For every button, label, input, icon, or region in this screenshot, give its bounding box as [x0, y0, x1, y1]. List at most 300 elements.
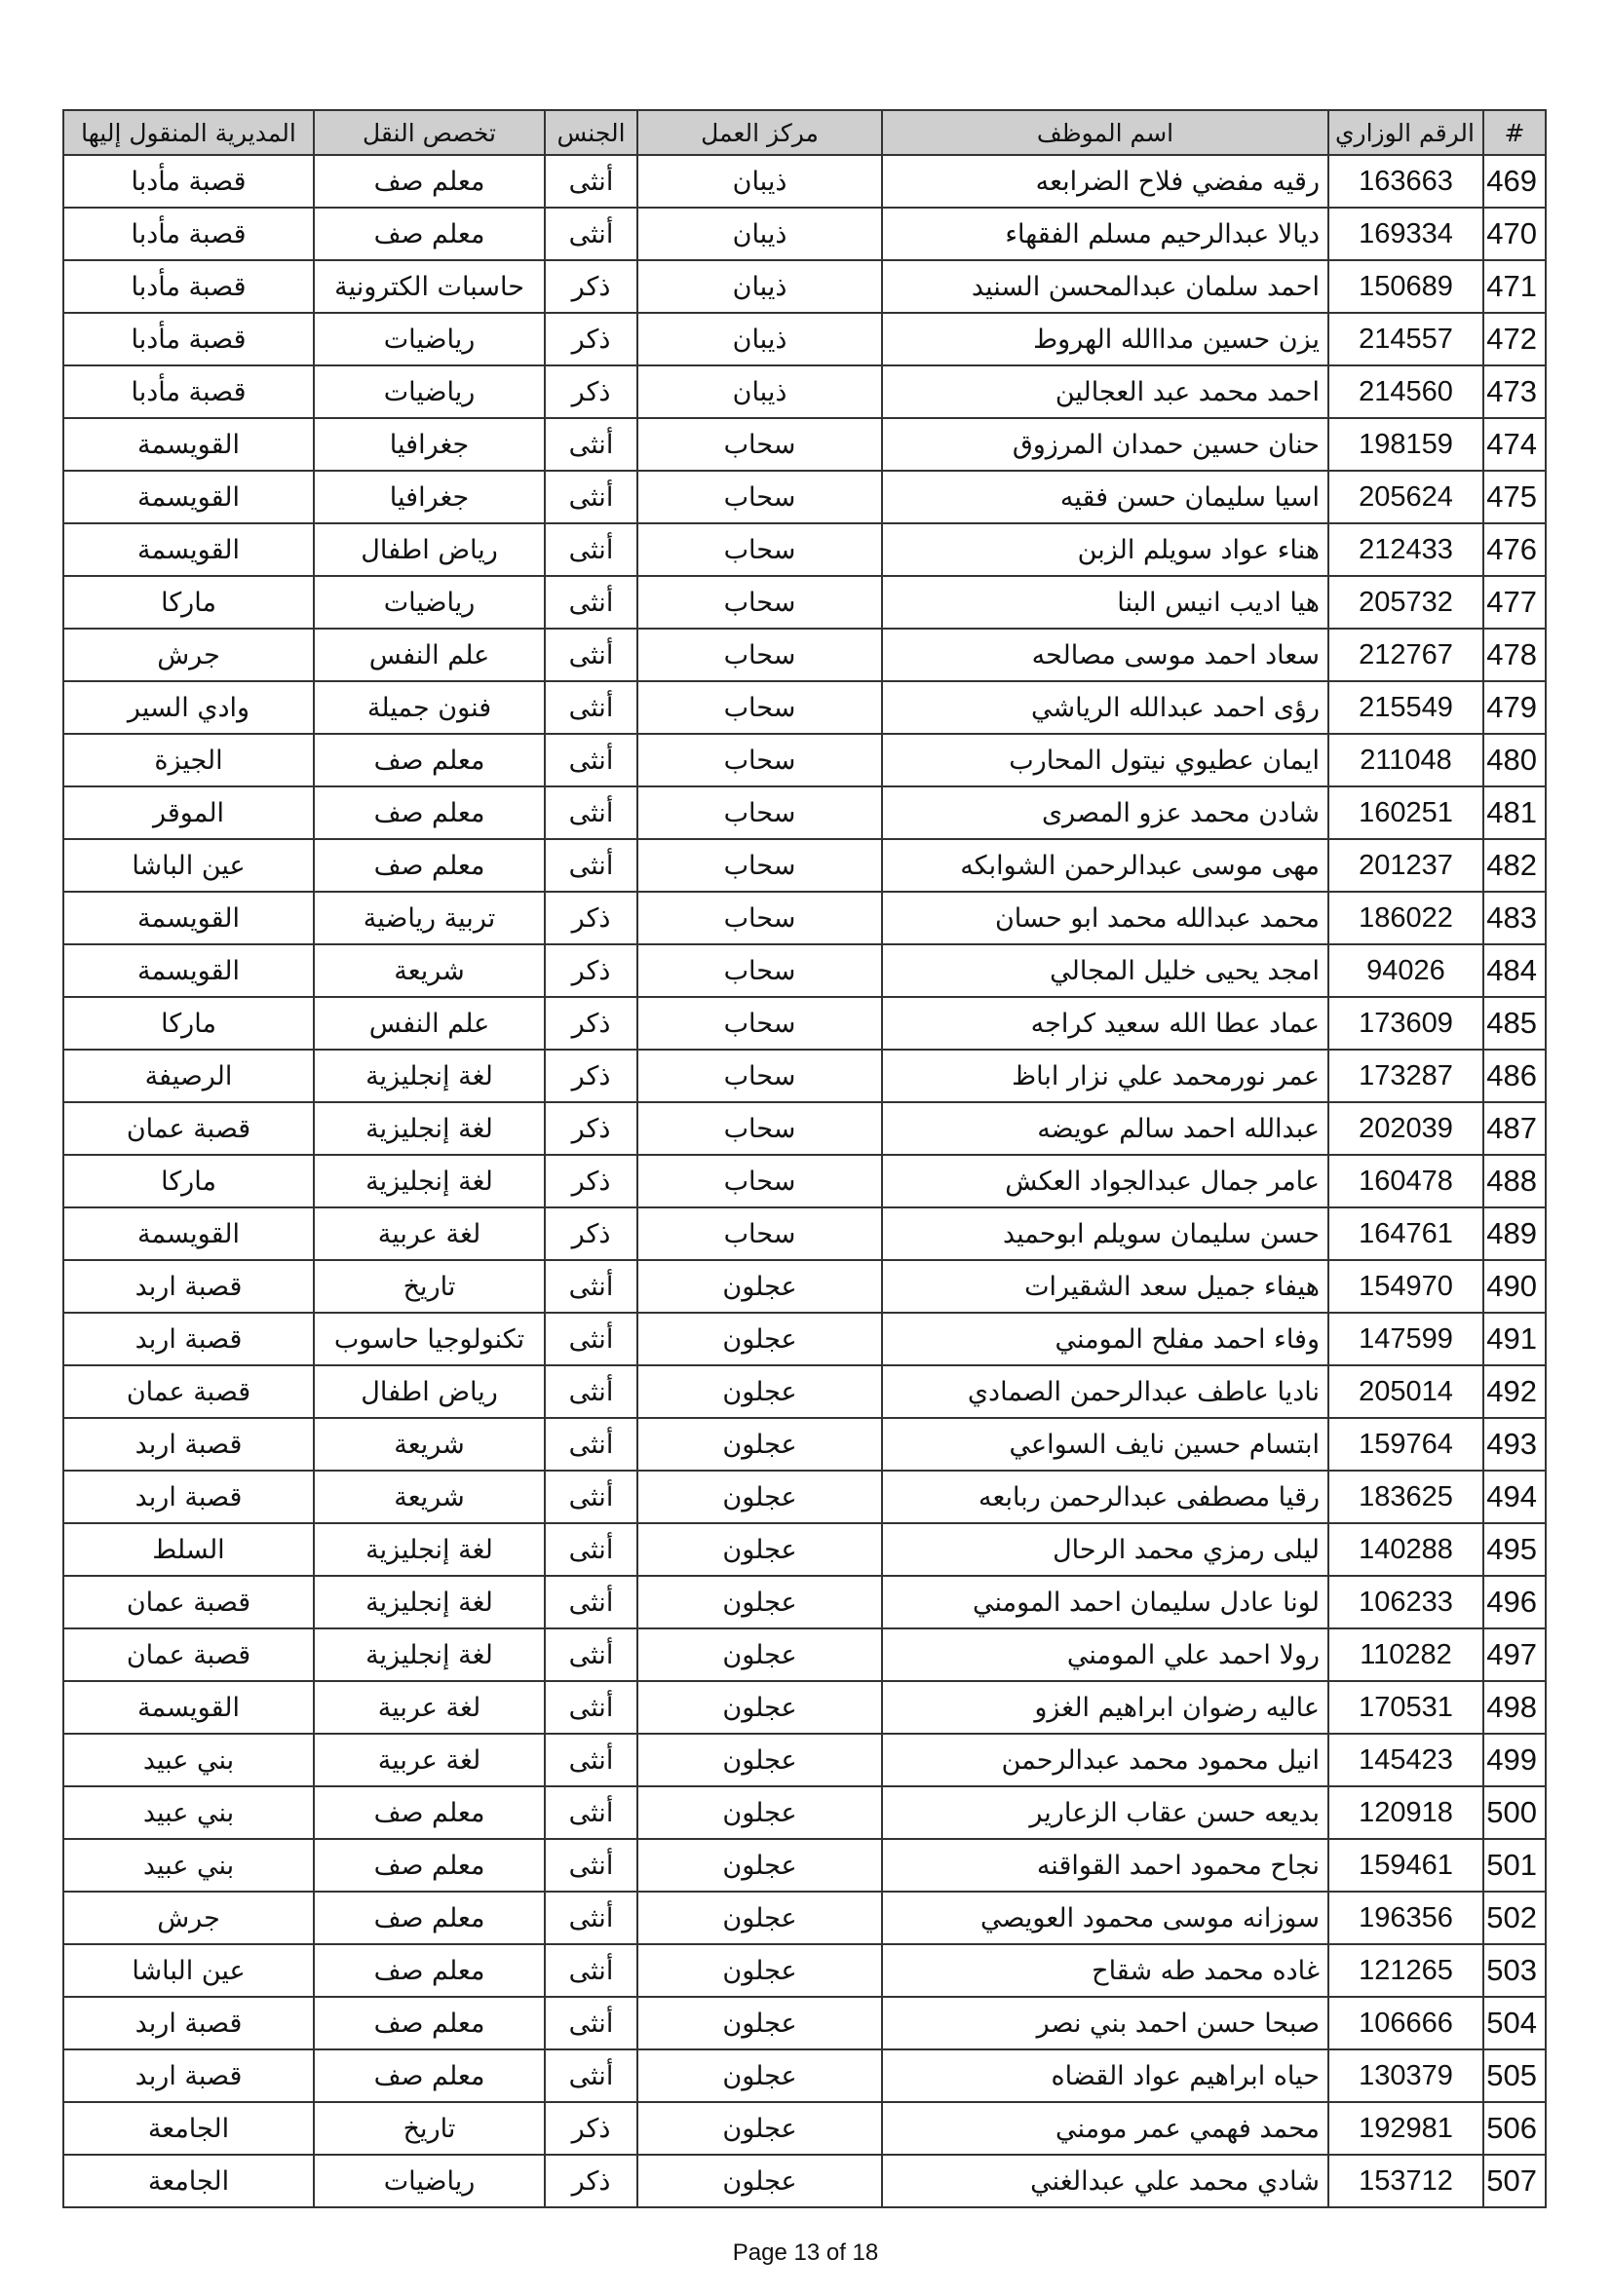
cell-directorate: القويسمة	[63, 892, 314, 944]
cell-work-center: عجلون	[637, 1365, 882, 1418]
cell-index: 507	[1483, 2155, 1546, 2207]
cell-specialization: لغة إنجليزية	[314, 1576, 545, 1628]
cell-specialization: تاريخ	[314, 1260, 545, 1313]
cell-ministry-id: 140288	[1328, 1523, 1483, 1576]
cell-gender: أنثى	[545, 1944, 637, 1997]
cell-index: 476	[1483, 523, 1546, 576]
cell-specialization: معلم صف	[314, 734, 545, 786]
table-row	[63, 734, 1546, 786]
cell-name: رولا احمد علي المومني	[882, 1628, 1328, 1681]
cell-index: 495	[1483, 1523, 1546, 1576]
cell-gender: أنثى	[545, 629, 637, 681]
cell-gender: أنثى	[545, 1418, 637, 1471]
table-body	[63, 155, 1546, 2207]
cell-directorate: قصبة مأدبا	[63, 155, 314, 208]
cell-index: 474	[1483, 418, 1546, 471]
cell-gender: أنثى	[545, 155, 637, 208]
cell-specialization: لغة إنجليزية	[314, 1102, 545, 1155]
table-row	[63, 2155, 1546, 2207]
cell-ministry-id: 211048	[1328, 734, 1483, 786]
cell-specialization: رياض اطفال	[314, 1365, 545, 1418]
table-row	[63, 1734, 1546, 1786]
cell-directorate: قصبة اربد	[63, 1471, 314, 1523]
cell-work-center: عجلون	[637, 1944, 882, 1997]
header-directorate: المديرية المنقول إليها	[63, 110, 314, 155]
cell-gender: أنثى	[545, 1997, 637, 2049]
cell-specialization: جغرافيا	[314, 418, 545, 471]
cell-name: امجد يحيى خليل المجالي	[882, 944, 1328, 997]
cell-ministry-id: 159461	[1328, 1839, 1483, 1892]
table-row	[63, 576, 1546, 629]
page-number: Page 13 of 18	[732, 2239, 879, 2266]
header-specialization: تخصص النقل	[314, 110, 545, 155]
cell-specialization: تكنولوجيا حاسوب	[314, 1313, 545, 1365]
cell-specialization: معلم صف	[314, 1786, 545, 1839]
cell-gender: أنثى	[545, 471, 637, 523]
cell-ministry-id: 173609	[1328, 997, 1483, 1050]
cell-directorate: جرش	[63, 629, 314, 681]
cell-index: 486	[1483, 1050, 1546, 1102]
cell-directorate: القويسمة	[63, 471, 314, 523]
cell-work-center: عجلون	[637, 1786, 882, 1839]
cell-index: 493	[1483, 1418, 1546, 1471]
table-row	[63, 892, 1546, 944]
cell-specialization: رياضيات	[314, 313, 545, 365]
cell-gender: أنثى	[545, 208, 637, 260]
header-index: #	[1483, 110, 1546, 155]
table-row	[63, 260, 1546, 313]
cell-specialization: معلم صف	[314, 1997, 545, 2049]
table-row	[63, 1681, 1546, 1734]
cell-work-center: عجلون	[637, 1313, 882, 1365]
table-row	[63, 523, 1546, 576]
cell-specialization: تاريخ	[314, 2102, 545, 2155]
cell-ministry-id: 153712	[1328, 2155, 1483, 2207]
cell-work-center: عجلون	[637, 1628, 882, 1681]
cell-work-center: عجلون	[637, 1734, 882, 1786]
cell-ministry-id: 94026	[1328, 944, 1483, 997]
cell-gender: أنثى	[545, 681, 637, 734]
cell-directorate: جرش	[63, 1892, 314, 1944]
cell-directorate: قصبة اربد	[63, 2049, 314, 2102]
cell-name: احمد محمد عبد العجالين	[882, 365, 1328, 418]
cell-gender: ذكر	[545, 1207, 637, 1260]
cell-work-center: سحاب	[637, 997, 882, 1050]
cell-gender: أنثى	[545, 734, 637, 786]
cell-ministry-id: 120918	[1328, 1786, 1483, 1839]
cell-work-center: سحاب	[637, 734, 882, 786]
cell-ministry-id: 154970	[1328, 1260, 1483, 1313]
table-row	[63, 1050, 1546, 1102]
cell-directorate: القويسمة	[63, 418, 314, 471]
cell-work-center: ذيبان	[637, 208, 882, 260]
cell-name: ابتسام حسين نايف السواعي	[882, 1418, 1328, 1471]
table-row	[63, 418, 1546, 471]
cell-index: 475	[1483, 471, 1546, 523]
cell-work-center: سحاب	[637, 471, 882, 523]
cell-specialization: معلم صف	[314, 2049, 545, 2102]
cell-name: رقيا مصطفى عبدالرحمن ربابعه	[882, 1471, 1328, 1523]
table-row	[63, 1628, 1546, 1681]
cell-work-center: عجلون	[637, 1471, 882, 1523]
table-row	[63, 471, 1546, 523]
table-row	[63, 1839, 1546, 1892]
cell-name: سعاد احمد موسى مصالحه	[882, 629, 1328, 681]
cell-name: حنان حسين حمدان المرزوق	[882, 418, 1328, 471]
cell-index: 505	[1483, 2049, 1546, 2102]
cell-index: 504	[1483, 1997, 1546, 2049]
table-row	[63, 1102, 1546, 1155]
table-header-row	[63, 110, 1546, 155]
cell-work-center: سحاب	[637, 892, 882, 944]
cell-directorate: ماركا	[63, 1155, 314, 1207]
cell-directorate: ماركا	[63, 997, 314, 1050]
cell-name: رقيه مفضي فلاح الضرابعه	[882, 155, 1328, 208]
cell-directorate: ماركا	[63, 576, 314, 629]
cell-name: هناء عواد سويلم الزبن	[882, 523, 1328, 576]
cell-specialization: رياضيات	[314, 576, 545, 629]
cell-gender: أنثى	[545, 523, 637, 576]
cell-name: لونا عادل سليمان احمد المومني	[882, 1576, 1328, 1628]
cell-index: 480	[1483, 734, 1546, 786]
cell-directorate: قصبة عمان	[63, 1365, 314, 1418]
cell-name: محمد عبدالله محمد ابو حسان	[882, 892, 1328, 944]
cell-directorate: السلط	[63, 1523, 314, 1576]
cell-gender: أنثى	[545, 1313, 637, 1365]
header-gender: الجنس	[545, 110, 637, 155]
cell-ministry-id: 196356	[1328, 1892, 1483, 1944]
cell-directorate: عين الباشا	[63, 839, 314, 892]
cell-ministry-id: 205014	[1328, 1365, 1483, 1418]
cell-directorate: الرصيفة	[63, 1050, 314, 1102]
table-row	[63, 1523, 1546, 1576]
cell-index: 497	[1483, 1628, 1546, 1681]
cell-index: 487	[1483, 1102, 1546, 1155]
table-row	[63, 1944, 1546, 1997]
header-work-center: مركز العمل	[637, 110, 882, 155]
cell-directorate: قصبة مأدبا	[63, 313, 314, 365]
cell-name: انيل محمود محمد عبدالرحمن	[882, 1734, 1328, 1786]
cell-work-center: ذيبان	[637, 313, 882, 365]
cell-index: 481	[1483, 786, 1546, 839]
table-row	[63, 681, 1546, 734]
cell-ministry-id: 173287	[1328, 1050, 1483, 1102]
cell-directorate: القويسمة	[63, 523, 314, 576]
cell-work-center: عجلون	[637, 1997, 882, 2049]
cell-ministry-id: 145423	[1328, 1734, 1483, 1786]
table-row	[63, 1207, 1546, 1260]
cell-name: ناديا عاطف عبدالرحمن الصمادي	[882, 1365, 1328, 1418]
cell-specialization: علم النفس	[314, 629, 545, 681]
cell-name: يزن حسين مداالله الهروط	[882, 313, 1328, 365]
cell-index: 491	[1483, 1313, 1546, 1365]
cell-index: 469	[1483, 155, 1546, 208]
cell-ministry-id: 106666	[1328, 1997, 1483, 2049]
cell-index: 500	[1483, 1786, 1546, 1839]
cell-gender: أنثى	[545, 839, 637, 892]
cell-directorate: قصبة مأدبا	[63, 260, 314, 313]
cell-name: نجاح محمود احمد القواقنه	[882, 1839, 1328, 1892]
cell-directorate: بني عبيد	[63, 1839, 314, 1892]
cell-gender: أنثى	[545, 1734, 637, 1786]
cell-name: احمد سلمان عبدالمحسن السنيد	[882, 260, 1328, 313]
table-row	[63, 839, 1546, 892]
cell-ministry-id: 214560	[1328, 365, 1483, 418]
cell-ministry-id: 198159	[1328, 418, 1483, 471]
cell-ministry-id: 160251	[1328, 786, 1483, 839]
cell-specialization: جغرافيا	[314, 471, 545, 523]
cell-ministry-id: 202039	[1328, 1102, 1483, 1155]
table-row	[63, 1260, 1546, 1313]
cell-index: 484	[1483, 944, 1546, 997]
cell-index: 482	[1483, 839, 1546, 892]
cell-specialization: رياض اطفال	[314, 523, 545, 576]
cell-gender: أنثى	[545, 1365, 637, 1418]
cell-specialization: رياضيات	[314, 2155, 545, 2207]
cell-name: ديالا عبدالرحيم مسلم الفقهاء	[882, 208, 1328, 260]
cell-specialization: لغة إنجليزية	[314, 1050, 545, 1102]
cell-index: 485	[1483, 997, 1546, 1050]
cell-specialization: شريعة	[314, 944, 545, 997]
cell-work-center: سحاب	[637, 944, 882, 997]
cell-ministry-id: 192981	[1328, 2102, 1483, 2155]
cell-gender: أنثى	[545, 1681, 637, 1734]
cell-specialization: تربية رياضية	[314, 892, 545, 944]
cell-gender: ذكر	[545, 1050, 637, 1102]
cell-gender: ذكر	[545, 365, 637, 418]
cell-name: عاليه رضوان ابراهيم الغزو	[882, 1681, 1328, 1734]
cell-ministry-id: 106233	[1328, 1576, 1483, 1628]
cell-index: 494	[1483, 1471, 1546, 1523]
cell-ministry-id: 212433	[1328, 523, 1483, 576]
table-row	[63, 629, 1546, 681]
transfer-table	[62, 109, 1547, 2208]
cell-name: بديعه حسن عقاب الزعارير	[882, 1786, 1328, 1839]
cell-ministry-id: 186022	[1328, 892, 1483, 944]
cell-directorate: عين الباشا	[63, 1944, 314, 1997]
cell-specialization: معلم صف	[314, 839, 545, 892]
cell-index: 503	[1483, 1944, 1546, 1997]
table-row	[63, 1997, 1546, 2049]
cell-work-center: عجلون	[637, 2049, 882, 2102]
cell-gender: ذكر	[545, 313, 637, 365]
cell-gender: أنثى	[545, 1628, 637, 1681]
cell-index: 489	[1483, 1207, 1546, 1260]
cell-name: عمر نورمحمد علي نزار اباظ	[882, 1050, 1328, 1102]
cell-specialization: معلم صف	[314, 1892, 545, 1944]
cell-specialization: معلم صف	[314, 1839, 545, 1892]
cell-directorate: قصبة مأدبا	[63, 208, 314, 260]
cell-directorate: القويسمة	[63, 1681, 314, 1734]
cell-specialization: لغة عربية	[314, 1207, 545, 1260]
cell-name: اسيا سليمان حسن فقيه	[882, 471, 1328, 523]
cell-directorate: الجامعة	[63, 2102, 314, 2155]
cell-name: محمد فهمي عمر مومني	[882, 2102, 1328, 2155]
cell-name: رؤى احمد عبدالله الرياشي	[882, 681, 1328, 734]
cell-index: 502	[1483, 1892, 1546, 1944]
cell-work-center: سحاب	[637, 1102, 882, 1155]
cell-gender: أنثى	[545, 1892, 637, 1944]
cell-gender: أنثى	[545, 2049, 637, 2102]
cell-work-center: عجلون	[637, 1260, 882, 1313]
cell-specialization: لغة إنجليزية	[314, 1628, 545, 1681]
cell-specialization: معلم صف	[314, 1944, 545, 1997]
cell-directorate: الموقر	[63, 786, 314, 839]
cell-work-center: سحاب	[637, 1207, 882, 1260]
cell-index: 499	[1483, 1734, 1546, 1786]
cell-index: 501	[1483, 1839, 1546, 1892]
table-row	[63, 1365, 1546, 1418]
cell-specialization: معلم صف	[314, 786, 545, 839]
cell-index: 471	[1483, 260, 1546, 313]
cell-work-center: ذيبان	[637, 155, 882, 208]
cell-directorate: القويسمة	[63, 1207, 314, 1260]
table-row	[63, 2049, 1546, 2102]
cell-gender: ذكر	[545, 1102, 637, 1155]
cell-ministry-id: 214557	[1328, 313, 1483, 365]
cell-name: هيا اديب انيس البنا	[882, 576, 1328, 629]
cell-index: 506	[1483, 2102, 1546, 2155]
cell-ministry-id: 212767	[1328, 629, 1483, 681]
cell-ministry-id: 159764	[1328, 1418, 1483, 1471]
cell-index: 483	[1483, 892, 1546, 944]
cell-gender: أنثى	[545, 1471, 637, 1523]
cell-work-center: سحاب	[637, 576, 882, 629]
cell-ministry-id: 121265	[1328, 1944, 1483, 1997]
cell-directorate: قصبة عمان	[63, 1102, 314, 1155]
cell-index: 488	[1483, 1155, 1546, 1207]
cell-work-center: عجلون	[637, 1681, 882, 1734]
cell-gender: أنثى	[545, 1260, 637, 1313]
table-row	[63, 997, 1546, 1050]
cell-specialization: شريعة	[314, 1471, 545, 1523]
cell-gender: أنثى	[545, 1576, 637, 1628]
table-row	[63, 1418, 1546, 1471]
cell-directorate: قصبة اربد	[63, 1418, 314, 1471]
cell-directorate: قصبة اربد	[63, 1313, 314, 1365]
cell-work-center: سحاب	[637, 418, 882, 471]
cell-work-center: سحاب	[637, 1155, 882, 1207]
cell-ministry-id: 183625	[1328, 1471, 1483, 1523]
cell-work-center: عجلون	[637, 1576, 882, 1628]
cell-name: شادي محمد علي عبدالغني	[882, 2155, 1328, 2207]
cell-name: عماد عطا الله سعيد كراجه	[882, 997, 1328, 1050]
table-row	[63, 1313, 1546, 1365]
cell-specialization: لغة إنجليزية	[314, 1523, 545, 1576]
cell-work-center: ذيبان	[637, 260, 882, 313]
cell-ministry-id: 110282	[1328, 1628, 1483, 1681]
cell-work-center: عجلون	[637, 1523, 882, 1576]
cell-name: حسن سليمان سويلم ابوحميد	[882, 1207, 1328, 1260]
cell-name: حياه ابراهيم عواد القضاه	[882, 2049, 1328, 2102]
cell-index: 473	[1483, 365, 1546, 418]
cell-specialization: رياضيات	[314, 365, 545, 418]
table-row	[63, 313, 1546, 365]
table-row	[63, 208, 1546, 260]
cell-name: شادن محمد عزو المصرى	[882, 786, 1328, 839]
cell-gender: أنثى	[545, 576, 637, 629]
cell-name: مهى موسى عبدالرحمن الشوابكه	[882, 839, 1328, 892]
cell-specialization: لغة عربية	[314, 1681, 545, 1734]
header-ministry-id: الرقم الوزاري	[1328, 110, 1483, 155]
cell-specialization: فنون جميلة	[314, 681, 545, 734]
table-row	[63, 786, 1546, 839]
cell-specialization: حاسبات الكترونية	[314, 260, 545, 313]
cell-gender: أنثى	[545, 418, 637, 471]
cell-directorate: قصبة اربد	[63, 1997, 314, 2049]
cell-index: 479	[1483, 681, 1546, 734]
cell-index: 470	[1483, 208, 1546, 260]
cell-specialization: معلم صف	[314, 155, 545, 208]
cell-ministry-id: 201237	[1328, 839, 1483, 892]
cell-name: صبحا حسن احمد بني نصر	[882, 1997, 1328, 2049]
cell-work-center: سحاب	[637, 839, 882, 892]
cell-ministry-id: 205624	[1328, 471, 1483, 523]
cell-index: 478	[1483, 629, 1546, 681]
cell-name: ليلى رمزي محمد الرحال	[882, 1523, 1328, 1576]
cell-gender: ذكر	[545, 944, 637, 997]
cell-specialization: لغة إنجليزية	[314, 1155, 545, 1207]
cell-ministry-id: 160478	[1328, 1155, 1483, 1207]
cell-work-center: عجلون	[637, 1839, 882, 1892]
cell-directorate: بني عبيد	[63, 1734, 314, 1786]
cell-directorate: قصبة عمان	[63, 1576, 314, 1628]
cell-specialization: شريعة	[314, 1418, 545, 1471]
cell-ministry-id: 150689	[1328, 260, 1483, 313]
cell-gender: أنثى	[545, 1786, 637, 1839]
cell-ministry-id: 163663	[1328, 155, 1483, 208]
cell-index: 472	[1483, 313, 1546, 365]
cell-name: غاده محمد طه شقاح	[882, 1944, 1328, 1997]
cell-index: 477	[1483, 576, 1546, 629]
cell-gender: ذكر	[545, 1155, 637, 1207]
table-row	[63, 1892, 1546, 1944]
cell-specialization: لغة عربية	[314, 1734, 545, 1786]
table-row	[63, 1576, 1546, 1628]
cell-name: هيفاء جميل سعد الشقيرات	[882, 1260, 1328, 1313]
cell-index: 490	[1483, 1260, 1546, 1313]
cell-work-center: سحاب	[637, 629, 882, 681]
cell-gender: ذكر	[545, 997, 637, 1050]
cell-gender: ذكر	[545, 892, 637, 944]
cell-specialization: معلم صف	[314, 208, 545, 260]
cell-index: 496	[1483, 1576, 1546, 1628]
table-row	[63, 1155, 1546, 1207]
cell-directorate: قصبة اربد	[63, 1260, 314, 1313]
header-name: اسم الموظف	[882, 110, 1328, 155]
cell-ministry-id: 164761	[1328, 1207, 1483, 1260]
cell-index: 492	[1483, 1365, 1546, 1418]
cell-index: 498	[1483, 1681, 1546, 1734]
cell-name: عامر جمال عبدالجواد العكش	[882, 1155, 1328, 1207]
cell-ministry-id: 147599	[1328, 1313, 1483, 1365]
cell-name: وفاء احمد مفلح المومني	[882, 1313, 1328, 1365]
cell-work-center: سحاب	[637, 523, 882, 576]
cell-directorate: قصبة عمان	[63, 1628, 314, 1681]
cell-gender: ذكر	[545, 260, 637, 313]
cell-ministry-id: 170531	[1328, 1681, 1483, 1734]
cell-gender: أنثى	[545, 786, 637, 839]
cell-directorate: بني عبيد	[63, 1786, 314, 1839]
cell-gender: ذكر	[545, 2102, 637, 2155]
cell-work-center: عجلون	[637, 2102, 882, 2155]
cell-gender: ذكر	[545, 2155, 637, 2207]
cell-ministry-id: 215549	[1328, 681, 1483, 734]
cell-directorate: وادي السير	[63, 681, 314, 734]
cell-directorate: الجامعة	[63, 2155, 314, 2207]
cell-work-center: سحاب	[637, 681, 882, 734]
table-row	[63, 1786, 1546, 1839]
